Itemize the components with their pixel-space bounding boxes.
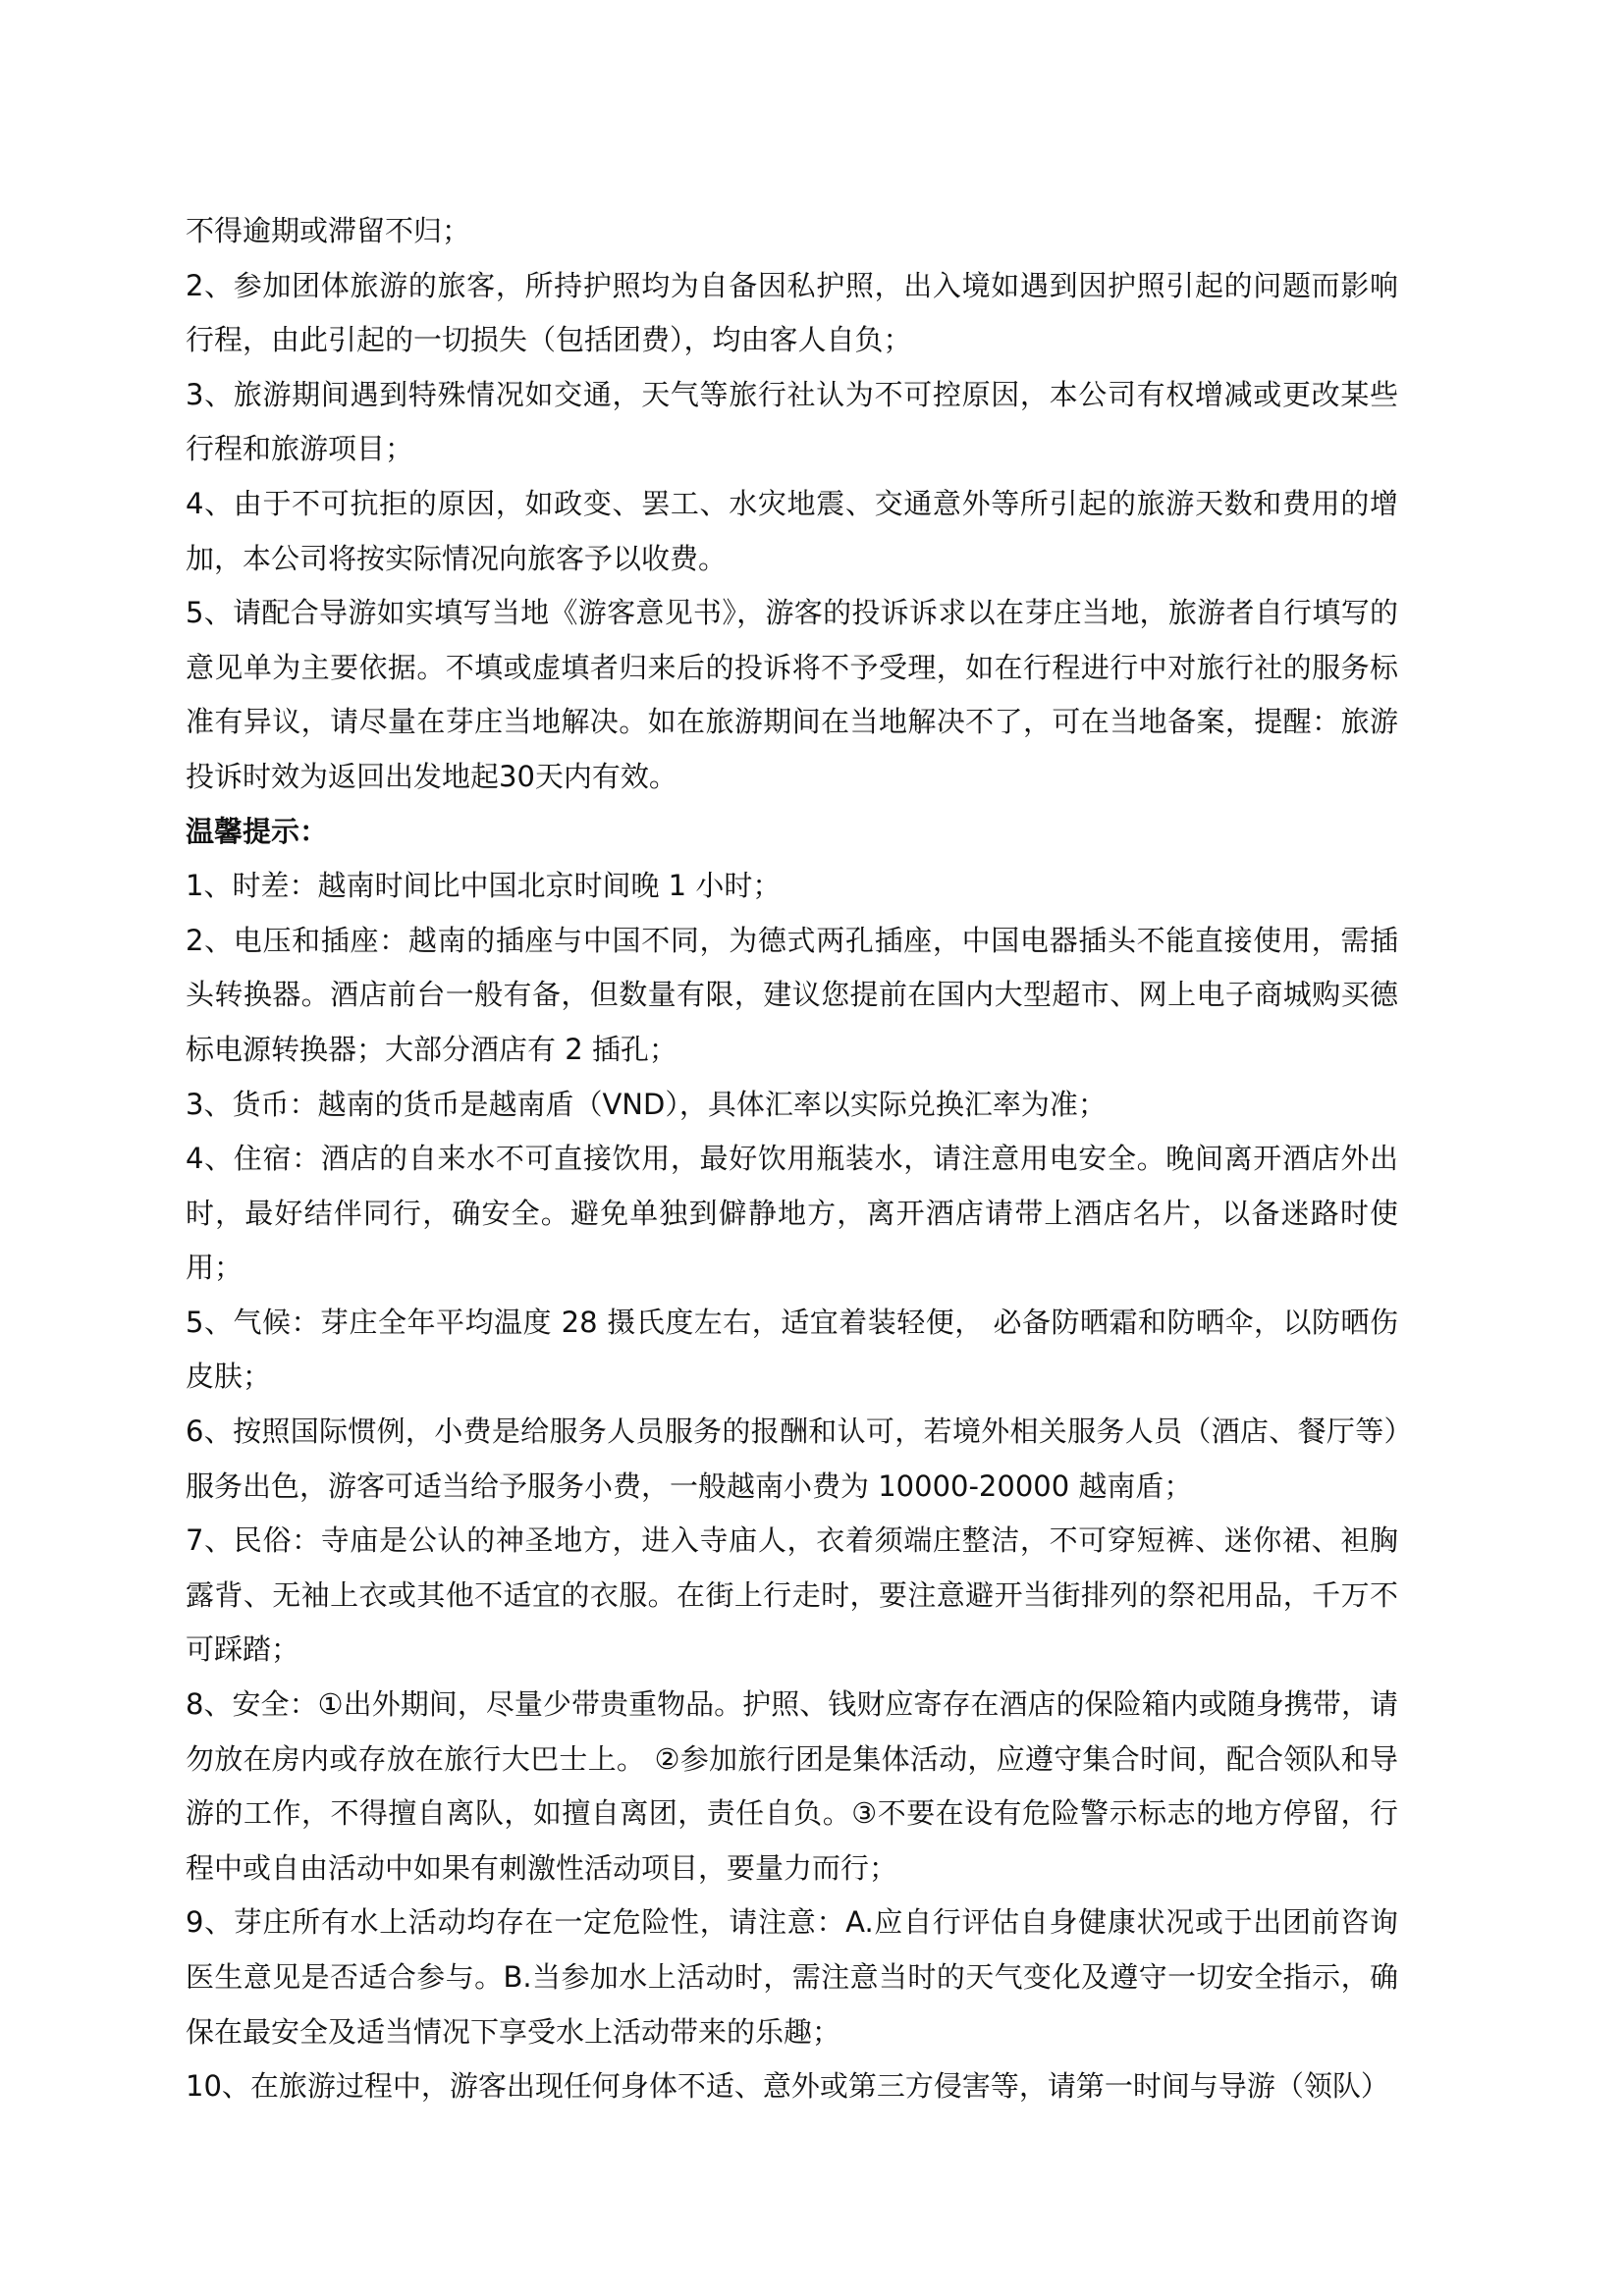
paragraph-continuation: 不得逾期或滞留不归； [186,214,471,247]
tip-accommodation: 4、住宿：酒店的自来水不可直接饮用，最好饮用瓶装水，请注意用电安全。晚间离开酒店外出时，最好结伴同行，确安全。避免单独到僻静地方，离开酒店请带上酒店名片，以备迷路时使用； [186,1142,1398,1285]
paragraph-force-majeure: 4、由于不可抗拒的原因，如政变、罢工、水灾地震、交通意外等所引起的旅游天数和费用的增加，本公司将按实际情况向旅客予以收费。 [186,486,1398,575]
document-page [186,204,1398,2114]
tip-emergency: 10、在旅游过程中，游客出现任何身体不适、意外或第三方侵害等，请第一时间与导游（领队） [186,2069,1389,2104]
paragraph-passport: 2、参加团体旅游的旅客，所持护照均为自备因私护照，出入境如遇到因护照引起的问题而影响行程，由此引起的一切损失（包括团费），均由客人自负； [186,268,1398,357]
tips-heading: 温馨提示： [186,814,329,848]
tip-safety: 8、安全：①出外期间，尽量少带贵重物品。护照、钱财应寄存在酒店的保险箱内或随身携带，请勿放在房内或存放在旅行大巴士上。 ②参加旅行团是集体活动，应遵守集合时间，配合领队和导游的工作，不得擅自离队，如擅自离团，责任自负。③不要在设有危险警示标志的地方停留，行程中或自由活动中如果有刺激性活动项目，要量力而行； [186,1687,1398,1885]
paragraph-itinerary-change: 3、旅游期间遇到特殊情况如交通，天气等旅行社认为不可控原因，本公司有权增减或更改某些行程和旅游项目； [186,377,1398,466]
tip-water-activities: 9、芽庄所有水上活动均存在一定危险性，请注意：A.应自行评估自身健康状况或于出团前咨询医生意见是否适合参与。B.当参加水上活动时，需注意当时的天气变化及遵守一切安全指示，确保在最安全及适当情况下享受水上活动带来的乐趣； [186,1905,1398,2049]
tip-currency: 3、货币：越南的货币是越南盾（VND），具体汇率以实际兑换汇率为准； [186,1087,1107,1121]
tip-climate: 5、气候：芽庄全年平均温度 28 摄氏度左右，适宜着装轻便， 必备防晒霜和防晒伞，以防晒伤皮肤； [186,1305,1398,1394]
tip-customs: 7、民俗：寺庙是公认的神圣地方，进入寺庙人，衣着须端庄整洁，不可穿短裤、迷你裙、袒胸露背、无袖上衣或其他不适宜的衣服。在街上行走时，要注意避开当街排列的祭祀用品，千万不可踩踏； [186,1523,1398,1667]
tip-tipping: 6、按照国际惯例，小费是给服务人员服务的报酬和认可，若境外相关服务人员（酒店、餐厅等）服务出色，游客可适当给予服务小费，一般越南小费为 10000-20000 越南盾； [186,1415,1398,1503]
tip-time-difference: 1、时差：越南时间比中国北京时间晚 1 小时； [186,869,782,903]
tip-voltage-socket: 2、电压和插座：越南的插座与中国不同，为德式两孔插座，中国电器插头不能直接使用，需插头转换器。酒店前台一般有备，但数量有限，建议您提前在国内大型超市、网上电子商城购买德标电源转换器；大部分酒店有 2 插孔； [186,923,1398,1066]
paragraph-feedback: 5、请配合导游如实填写当地《游客意见书》，游客的投诉诉求以在芽庄当地，旅游者自行填写的意见单为主要依据。不填或虚填者归来后的投诉将不予受理，如在行程进行中对旅行社的服务标准有异议，请尽量在芽庄当地解决。如在旅游期间在当地解决不了，可在当地备案，提醒：旅游投诉时效为返回出发地起30天内有效。 [186,596,1398,793]
